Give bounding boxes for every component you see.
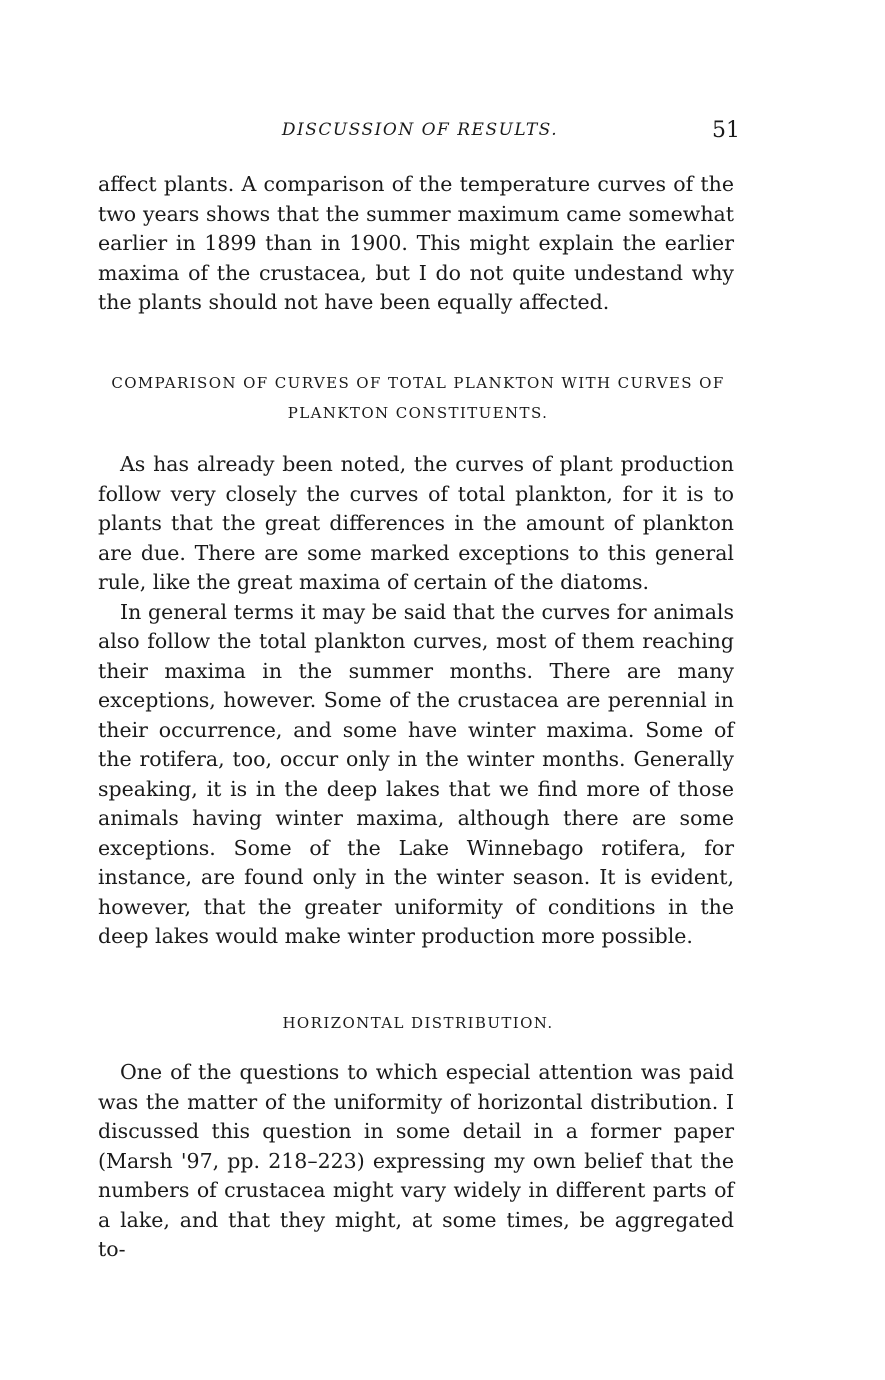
opening-paragraph: affect plants. A comparison of the temperature curves of the two years shows that the summer maximum came somewhat earlier in 1899 than in 1900. This might explain the earlier maxima of the crustacea, but I do not quite undestand why the plants should not have been equally affected.: [98, 172, 734, 314]
opening-text-block: [98, 170, 734, 318]
comparison-paragraph-1: As has already been noted, the curves of plant production follow very closely the curves of total plankton, for it is to plants that the great differences in the amount of plankton are due. There are some marked exceptions to this general rule, like the great maxima of certain of the diatoms.: [98, 452, 734, 594]
comparison-heading: [98, 368, 738, 428]
horizontal-paragraph: One of the questions to which especial attention was paid was the matter of the uniformity of horizontal distribution. I discussed this question in some detail in a former paper (Marsh '97, pp. 218–223) expressing my own belief that the numbers of crustacea might vary widely in different parts of a lake, and that they might, at some times, be aggregated to-: [98, 1060, 734, 1261]
horizontal-text-block: [98, 1058, 734, 1265]
comparison-heading-line-1: COMPARISON OF CURVES OF TOTAL PLANKTON WITH CURVES OF: [111, 374, 725, 392]
running-title: DISCUSSION OF RESULTS.: [281, 120, 559, 140]
page-number: 51: [712, 118, 740, 143]
horizontal-distribution-heading: HORIZONTAL DISTRIBUTION.: [282, 1014, 554, 1032]
comparison-text-block: [98, 450, 734, 952]
running-header: [100, 118, 740, 148]
comparison-paragraph-2: In general terms it may be said that the curves for animals also follow the total plankton curves, most of them reaching their maxima in the summer months. There are many exceptions, however. Some of the crustacea are perennial in their occurrence, and some have winter maxima. Some of the rotifera, too, occur only in the winter months. Generally speaking, it is in the deep lakes that we find more of those animals having winter maxima, although there are some exceptions. Some of the Lake Winnebago rotifera, for instance, are found only in the winter season. It is evident, however, that the greater uniformity of conditions in the deep lakes would make winter production more possible.: [98, 599, 734, 948]
comparison-heading-line-2: PLANKTON CONSTITUENTS.: [287, 404, 549, 422]
